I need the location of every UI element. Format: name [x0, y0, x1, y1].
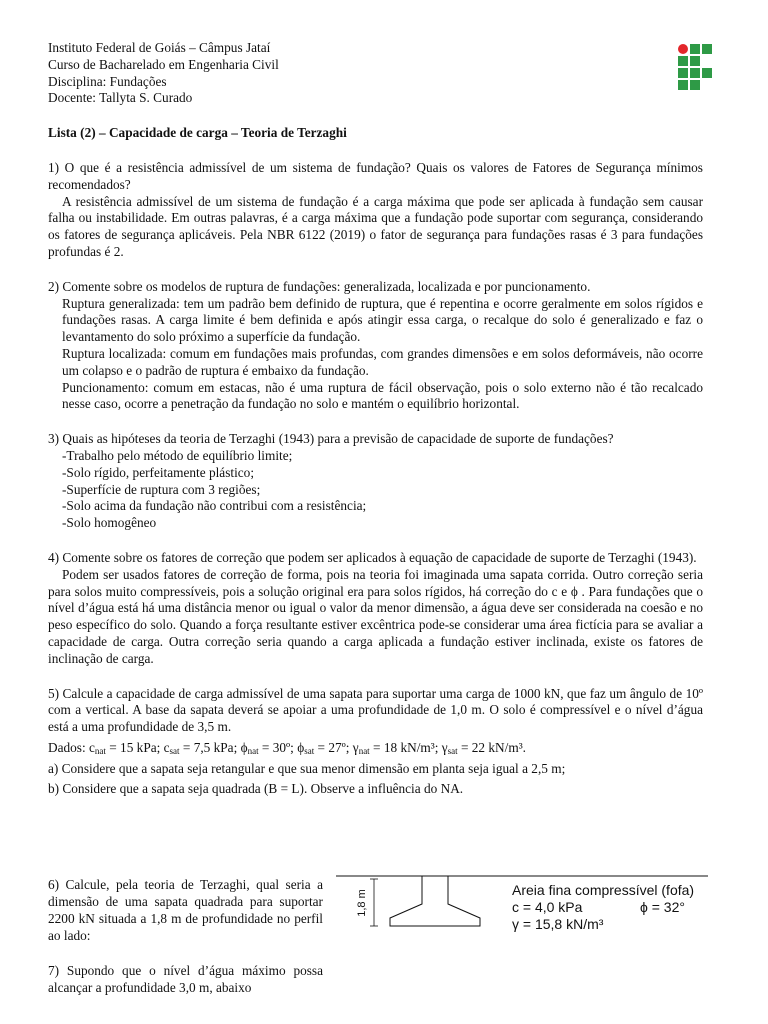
list-item: -Trabalho pelo método de equilíbrio limite;	[62, 447, 293, 463]
document-body	[48, 40, 703, 798]
list-title: Lista (2) – Capacidade de carga – Teoria de Terzaghi	[48, 125, 347, 141]
hypothesis-list	[48, 448, 703, 532]
given-gammanat: $\gamma_{nat} = 18$ kN/m³;	[352, 739, 442, 756]
question-5-item-b: b) Considere que a sapata seja quadrada (B = L). Observe a influência do NA.	[48, 781, 464, 797]
list-item: -Superfície de ruptura com 3 regiões;	[62, 481, 261, 497]
teacher: Docente: Tallyta S. Curado	[48, 90, 193, 106]
soil-properties	[512, 882, 694, 933]
question-5	[48, 686, 703, 799]
question-4-text: 4) Comente sobre os fatores de correção que podem ser aplicados à equação de capacidade de suporte de Terzaghi (1943).	[48, 549, 697, 565]
question-5-text: 5) Calcule a capacidade de carga admissível de uma sapata para suportar uma carga de 1000 kN, que faz um ângulo de 10º com a vertical. A base da sapata deverá se apoiar a uma profundidade de 1,0 m. O solo é compressível e o nível d’água está a uma profundidade de 3,5 m.	[48, 685, 703, 735]
list-item: -Solo rígido, perfeitamente plástico;	[62, 464, 255, 480]
soil-unit-weight: γ = 15,8 kN/m³	[512, 916, 604, 932]
question-2	[48, 279, 703, 413]
question-3-text: 3) Quais as hipóteses da teoria de Terzaghi (1943) para a previsão de capacidade de suporte de fundações?	[48, 431, 614, 447]
question-6-text: 6) Calcule, pela teoria de Terzaghi, qual seria a dimensão de uma sapata quadrada para suportar 2200 kN situada a 1,8 m de profundidade no perfil ao lado:	[48, 877, 323, 943]
discipline: Disciplina: Fundações	[48, 73, 167, 89]
soil-cohesion: c = 4,0 kPa	[512, 899, 583, 915]
course-name: Curso de Bacharelado em Engenharia Civil	[48, 56, 279, 72]
question-1-answer: A resistência admissível de um sistema de fundação é a carga máxima que pode ser aplicada à fundação sem causar falha ou instabilidade. Em outras palavras, é a carga máxima que a fundação pode suportar com segurança, considerando os fatores de segurança aplicáveis. Pela NBR 6122 (2019) o fator de segurança para fundações rasas é 3 para fundações profundas é 2.	[48, 193, 703, 259]
logo-square	[702, 44, 712, 54]
answer-ruptura-generalizada: Ruptura generalizada: tem um padrão bem definido de ruptura, que é repentina e ocorre geralmente em solos rígidos e fundações rasas. A carga limite é bem definida e após atingir essa carga, o recalque do solo é generalizado e faz o levantamento do solo próximo a superfície da fundação.	[62, 295, 703, 345]
list-item: -Solo homogêneo	[62, 515, 157, 531]
depth-label: 1,8 m	[356, 889, 368, 917]
question-7-text: 7) Supondo que o nível d’água máximo possa alcançar a profundidade 3,0 m, abaixo	[48, 963, 323, 995]
footing-outline	[390, 876, 480, 926]
soil-friction-angle: ϕ = 32°	[640, 899, 685, 915]
question-3	[48, 431, 703, 532]
given-phisat: $\phi_{sat}$ = 27º;	[297, 739, 353, 756]
question-2-text: 2) Comente sobre os modelos de ruptura de fundações: generalizada, localizada e por puncionamento.	[48, 278, 591, 294]
given-data	[48, 740, 703, 757]
question-1-text: 1) O que é a resistência admissível de um sistema de fundação? Quais os valores de Fatores de Segurança mínimos recomendados?	[48, 159, 703, 192]
document-header	[48, 40, 703, 107]
question-4	[48, 550, 703, 668]
given-cnat: $c_{nat} = 15$ kPa;	[89, 739, 164, 756]
question-4-answer: Podem ser usados fatores de correção de forma, pois na teoria foi imaginada uma sapata corrida. Outro correção seria para solos muito compressíveis, pois a solução original era para solos rígidos, há correção do c e ϕ . Para fundações que o nível d’água está há uma distância menor ou igual o valor da menor dimensão, a água deve ser considerada na coesão e no peso específico do solo. Quando a força resultante estiver excêntrica pode-se considerar uma área fictícia para se avaliar a capacidade de carga. Outra correção seria quando a carga aplicada a fundação estiver inclinada, existe os fatores de inclinação de carga.	[48, 566, 703, 666]
bottom-left-column	[48, 876, 323, 1014]
question-5-item-a: a) Considere que a sapata seja retangular e que sua menor dimensão em planta seja igual a 2,5 m;	[48, 760, 566, 776]
answer-puncionamento: Puncionamento: comum em estacas, não é uma ruptura de fácil observação, pois o solo externo não é tão recalcado nesse caso, ocorre a penetração da fundação no solo e mantém o equilíbrio horizontal.	[62, 379, 703, 412]
institution-name: Instituto Federal de Goiás – Câmpus Jataí	[48, 40, 271, 55]
given-gammasat: $\gamma_{sat} = 22$ kN/m³.	[441, 739, 527, 756]
given-phinat: $\phi_{nat}$ = 30º;	[240, 739, 298, 756]
logo-square	[702, 68, 712, 78]
given-csat: $c_{sat} = 7,5$ kPa;	[163, 739, 241, 756]
question-1	[48, 160, 703, 261]
list-item: -Solo acima da fundação não contribui com a resistência;	[62, 498, 367, 514]
soil-name: Areia fina compressível (fofa)	[512, 882, 695, 898]
given-data-label: Dados:	[48, 739, 86, 755]
answer-ruptura-localizada: Ruptura localizada: comum em fundações mais profundas, com grandes dimensões e em solos deformáveis, não ocorre um colapso e o padrão de ruptura é embaixo da fundação.	[62, 345, 703, 378]
